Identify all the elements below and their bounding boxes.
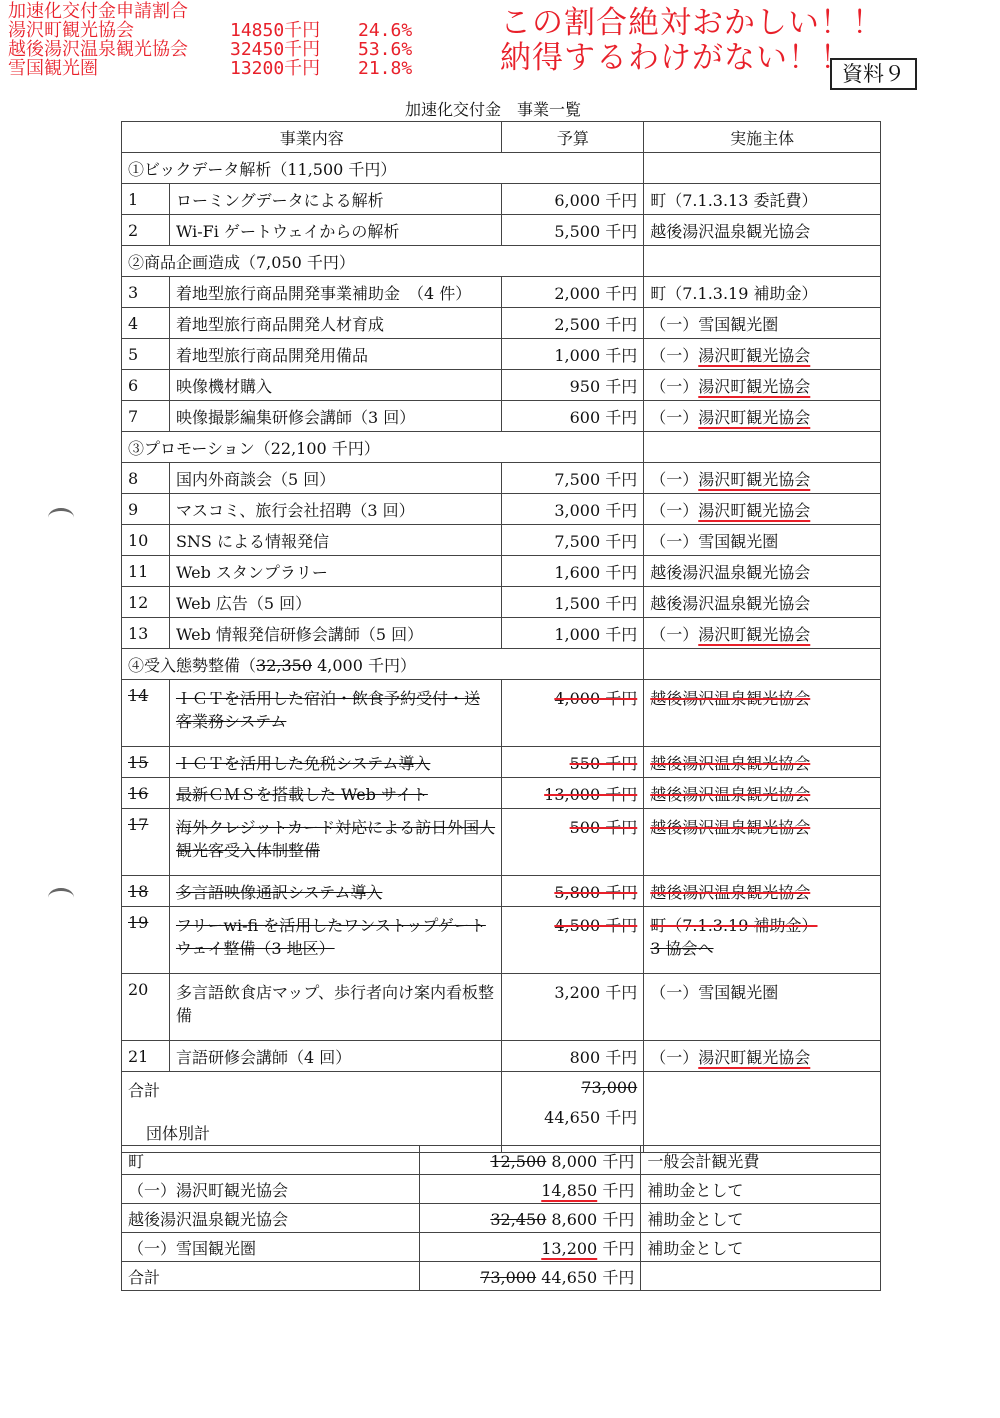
table-row [122, 463, 881, 494]
section-label [122, 649, 644, 680]
item-name: ＩＣＴを活用した宿泊・飲食予約受付・送客業務システム [169, 680, 501, 747]
item-name: マスコミ、旅行会社招聘（3 回） [169, 494, 501, 525]
group-name: 越後湯沢温泉観光協会 [122, 1204, 420, 1233]
item-budget: 600 千円 [502, 401, 644, 432]
item-entity [644, 463, 881, 494]
group-amount [419, 1175, 641, 1204]
annotation-ratio: 24.6% [358, 20, 413, 41]
amount-old: 12,500 [490, 1151, 547, 1171]
entity-underlined: 湯沢町観光協会 [698, 624, 811, 644]
annotation-heading: 加速化交付金申請割合 [8, 1, 188, 22]
amount-underlined: 13,200 [541, 1238, 598, 1258]
amount-unit: 千円 [597, 1238, 635, 1258]
annotation-amount: 13200千円 [230, 58, 321, 79]
table-row [122, 618, 881, 649]
table-row [122, 184, 881, 215]
group-amount [419, 1204, 641, 1233]
table-row [122, 1175, 881, 1204]
item-entity: （一）雪国観光圏 [644, 525, 881, 556]
header-budget: 予算 [502, 122, 644, 153]
amount-new: 8,600 千円 [551, 1209, 635, 1229]
item-budget: 3,200 千円 [502, 974, 644, 1041]
table-header-row [122, 122, 881, 153]
empty-cell [641, 1262, 881, 1291]
item-budget: 5,500 千円 [502, 215, 644, 246]
table-row [122, 1041, 881, 1072]
entity-underlined: 湯沢町観光協会 [698, 376, 811, 396]
item-no: 17 [122, 809, 170, 876]
section-label: ①ビックデータ解析（11,500 千円） [122, 153, 644, 184]
annotation-org: 越後湯沢温泉観光協会 [8, 39, 188, 60]
annotation-row [8, 40, 412, 59]
item-entity [644, 401, 881, 432]
item-no: 11 [122, 556, 170, 587]
ratio-annotation [8, 2, 412, 78]
entity-prefix: （一） [650, 469, 699, 489]
group-title: 団体別計 [146, 1124, 211, 1143]
item-entity: 越後湯沢温泉観光協会 [644, 215, 881, 246]
entity-prefix: （一） [650, 345, 699, 365]
table-row-struck [122, 876, 881, 907]
document-label: 資料９ [830, 58, 917, 90]
header-content: 事業内容 [122, 122, 502, 153]
item-budget: 13,000 千円 [502, 778, 644, 809]
group-table [121, 1145, 881, 1291]
entity-prefix: （一） [650, 624, 699, 644]
item-entity [644, 339, 881, 370]
annotation-ratio: 21.8% [358, 58, 413, 79]
item-entity: 町（7.1.3.13 委託費） [644, 184, 881, 215]
table-row [122, 215, 881, 246]
entity-underlined: 湯沢町観光協会 [698, 407, 811, 427]
punch-hole-mark [48, 508, 74, 527]
item-budget: 950 千円 [502, 370, 644, 401]
item-no: 15 [122, 747, 170, 778]
section-old-amount: 32,350 [256, 655, 312, 675]
group-name: （一）雪国観光圏 [122, 1233, 420, 1262]
section-label: ③プロモーション（22,100 千円） [122, 432, 644, 463]
item-no: 18 [122, 876, 170, 907]
entity-underlined: 湯沢町観光協会 [698, 500, 811, 520]
item-no: 13 [122, 618, 170, 649]
amount-old: 32,450 [490, 1209, 547, 1229]
group-note: 補助金として [641, 1204, 881, 1233]
item-name: フリーwi-fi を活用したワンストップゲートウェイ整備（3 地区） [169, 907, 501, 974]
item-budget: 1,000 千円 [502, 618, 644, 649]
item-name: Web 広告（5 回） [169, 587, 501, 618]
entity-prefix: （一） [650, 500, 699, 520]
item-entity: 町（7.1.3.19 補助金） [644, 277, 881, 308]
group-amount [419, 1146, 641, 1175]
item-name: Wi-Fi ゲートウェイからの解析 [169, 215, 501, 246]
total-label: 合計 [122, 1262, 420, 1291]
item-budget: 7,500 千円 [502, 463, 644, 494]
entity-prefix: （一） [650, 407, 699, 427]
item-no: 14 [122, 680, 170, 747]
section-label: ②商品企画造成（7,050 千円） [122, 246, 644, 277]
annotation-amount: 32450千円 [230, 39, 321, 60]
entity-prefix: （一） [650, 1047, 699, 1067]
table-row-struck [122, 747, 881, 778]
annotation-amount: 14850千円 [230, 20, 321, 41]
table-row [122, 494, 881, 525]
item-name: Web 情報発信研修会講師（5 回） [169, 618, 501, 649]
item-entity: 越後湯沢温泉観光協会 [644, 587, 881, 618]
entity-underlined: 湯沢町観光協会 [698, 469, 811, 489]
total-amount [419, 1262, 641, 1291]
section-row [122, 432, 881, 463]
item-budget: 500 千円 [502, 809, 644, 876]
group-name: 町 [122, 1146, 420, 1175]
page-title: 加速化交付金 事業一覧 [405, 100, 582, 119]
item-budget: 550 千円 [502, 747, 644, 778]
total-row [122, 1072, 881, 1153]
protest-line-1: この割合絶対おかしい！！ [500, 5, 884, 41]
item-no: 10 [122, 525, 170, 556]
item-name: 着地型旅行商品開発事業補助金 （4 件） [169, 277, 501, 308]
item-budget: 1,000 千円 [502, 339, 644, 370]
total-row [122, 1262, 881, 1291]
entity-struck: 町（7.1.3.19 補助金） [650, 916, 818, 935]
table-row-struck [122, 907, 881, 974]
item-name: 映像機材購入 [169, 370, 501, 401]
group-amount [419, 1233, 641, 1262]
entity-note: 3 協会へ [650, 939, 714, 958]
table-row [122, 1146, 881, 1175]
item-entity: 越後湯沢温泉観光協会 [644, 556, 881, 587]
protest-annotation [500, 6, 884, 76]
item-name: 多言語映像通訳システム導入 [169, 876, 501, 907]
item-budget: 7,500 千円 [502, 525, 644, 556]
item-budget: 4,500 千円 [502, 907, 644, 974]
amount-old: 73,000 [480, 1267, 537, 1287]
item-name: 海外クレジットカード対応による訪日外国人観光客受入体制整備 [169, 809, 501, 876]
item-entity: 越後湯沢温泉観光協会 [644, 876, 881, 907]
item-budget: 5,800 千円 [502, 876, 644, 907]
header-entity: 実施主体 [644, 122, 881, 153]
item-no: 9 [122, 494, 170, 525]
item-budget: 1,600 千円 [502, 556, 644, 587]
item-entity [644, 907, 881, 974]
item-entity: 越後湯沢温泉観光協会 [644, 809, 881, 876]
item-name: 最新ＣＭＳを搭載した Web サイト [169, 778, 501, 809]
section-new-amount: 4,000 千円） [312, 655, 416, 675]
annotation-ratio: 53.6% [358, 39, 413, 60]
item-name: ＩＣＴを活用した免税システム導入 [169, 747, 501, 778]
amount-unit: 千円 [597, 1180, 635, 1200]
group-note: 補助金として [641, 1233, 881, 1262]
annotation-row [8, 59, 412, 78]
item-name: 着地型旅行商品開発用備品 [169, 339, 501, 370]
item-no: 3 [122, 277, 170, 308]
item-name: Web スタンプラリー [169, 556, 501, 587]
amount-new: 8,000 千円 [551, 1151, 635, 1171]
punch-hole-mark [48, 888, 74, 907]
annotation-row [8, 21, 412, 40]
item-name: 多言語飲食店マップ、歩行者向け案内看板整備 [169, 974, 501, 1041]
annotation-org: 雪国観光圏 [8, 58, 98, 79]
item-entity [644, 618, 881, 649]
empty-cell [644, 153, 881, 184]
item-no: 19 [122, 907, 170, 974]
entity-underlined: 湯沢町観光協会 [698, 1047, 811, 1067]
item-name: 言語研修会講師（4 回） [169, 1041, 501, 1072]
item-name: ローミングデータによる解析 [169, 184, 501, 215]
item-budget: 2,500 千円 [502, 308, 644, 339]
empty-cell [644, 649, 881, 680]
item-entity [644, 494, 881, 525]
item-entity [644, 370, 881, 401]
entity-underlined: 湯沢町観光協会 [698, 345, 811, 365]
item-no: 20 [122, 974, 170, 1041]
item-entity: （一）雪国観光圏 [644, 974, 881, 1041]
amount-new: 44,650 千円 [541, 1267, 635, 1287]
annotation-org: 湯沢町観光協会 [8, 20, 134, 41]
total-old: 73,000 [581, 1078, 638, 1097]
group-note: 一般会計観光費 [641, 1146, 881, 1175]
project-table [121, 121, 881, 1153]
entity-prefix: （一） [650, 376, 699, 396]
section-row [122, 153, 881, 184]
item-no: 4 [122, 308, 170, 339]
item-name: 着地型旅行商品開発人材育成 [169, 308, 501, 339]
table-row [122, 525, 881, 556]
item-no: 5 [122, 339, 170, 370]
table-row [122, 556, 881, 587]
table-row [122, 308, 881, 339]
section-row [122, 649, 881, 680]
table-row [122, 974, 881, 1041]
total-amount [502, 1072, 644, 1153]
item-budget: 6,000 千円 [502, 184, 644, 215]
item-no: 2 [122, 215, 170, 246]
item-no: 1 [122, 184, 170, 215]
item-budget: 3,000 千円 [502, 494, 644, 525]
empty-cell [644, 246, 881, 277]
item-budget: 4,000 千円 [502, 680, 644, 747]
item-budget: 1,500 千円 [502, 587, 644, 618]
table-row-struck [122, 809, 881, 876]
table-row [122, 587, 881, 618]
table-row [122, 370, 881, 401]
item-no: 7 [122, 401, 170, 432]
item-no: 12 [122, 587, 170, 618]
item-budget: 2,000 千円 [502, 277, 644, 308]
item-name: 国内外商談会（5 回） [169, 463, 501, 494]
group-name: （一）湯沢町観光協会 [122, 1175, 420, 1204]
protest-line-2: 納得するわけがない！！ [500, 40, 852, 76]
section-row [122, 246, 881, 277]
empty-cell [644, 432, 881, 463]
empty-cell [644, 1072, 881, 1153]
item-no: 21 [122, 1041, 170, 1072]
item-budget: 800 千円 [502, 1041, 644, 1072]
table-row [122, 277, 881, 308]
group-note: 補助金として [641, 1175, 881, 1204]
item-entity: 越後湯沢温泉観光協会 [644, 778, 881, 809]
item-no: 16 [122, 778, 170, 809]
item-entity [644, 1041, 881, 1072]
amount-underlined: 14,850 [541, 1180, 598, 1200]
table-row [122, 1204, 881, 1233]
item-name: SNS による情報発信 [169, 525, 501, 556]
item-no: 8 [122, 463, 170, 494]
item-entity: 越後湯沢温泉観光協会 [644, 680, 881, 747]
table-row [122, 1233, 881, 1262]
total-new: 44,650 千円 [544, 1108, 638, 1127]
item-entity: （一）雪国観光圏 [644, 308, 881, 339]
table-row-struck [122, 680, 881, 747]
item-name: 映像撮影編集研修会講師（3 回） [169, 401, 501, 432]
section-prefix: ④受入態勢整備（ [128, 655, 257, 675]
table-row [122, 401, 881, 432]
table-row [122, 339, 881, 370]
item-no: 6 [122, 370, 170, 401]
total-label: 合計 [122, 1072, 502, 1153]
table-row-struck [122, 778, 881, 809]
item-entity: 越後湯沢温泉観光協会 [644, 747, 881, 778]
